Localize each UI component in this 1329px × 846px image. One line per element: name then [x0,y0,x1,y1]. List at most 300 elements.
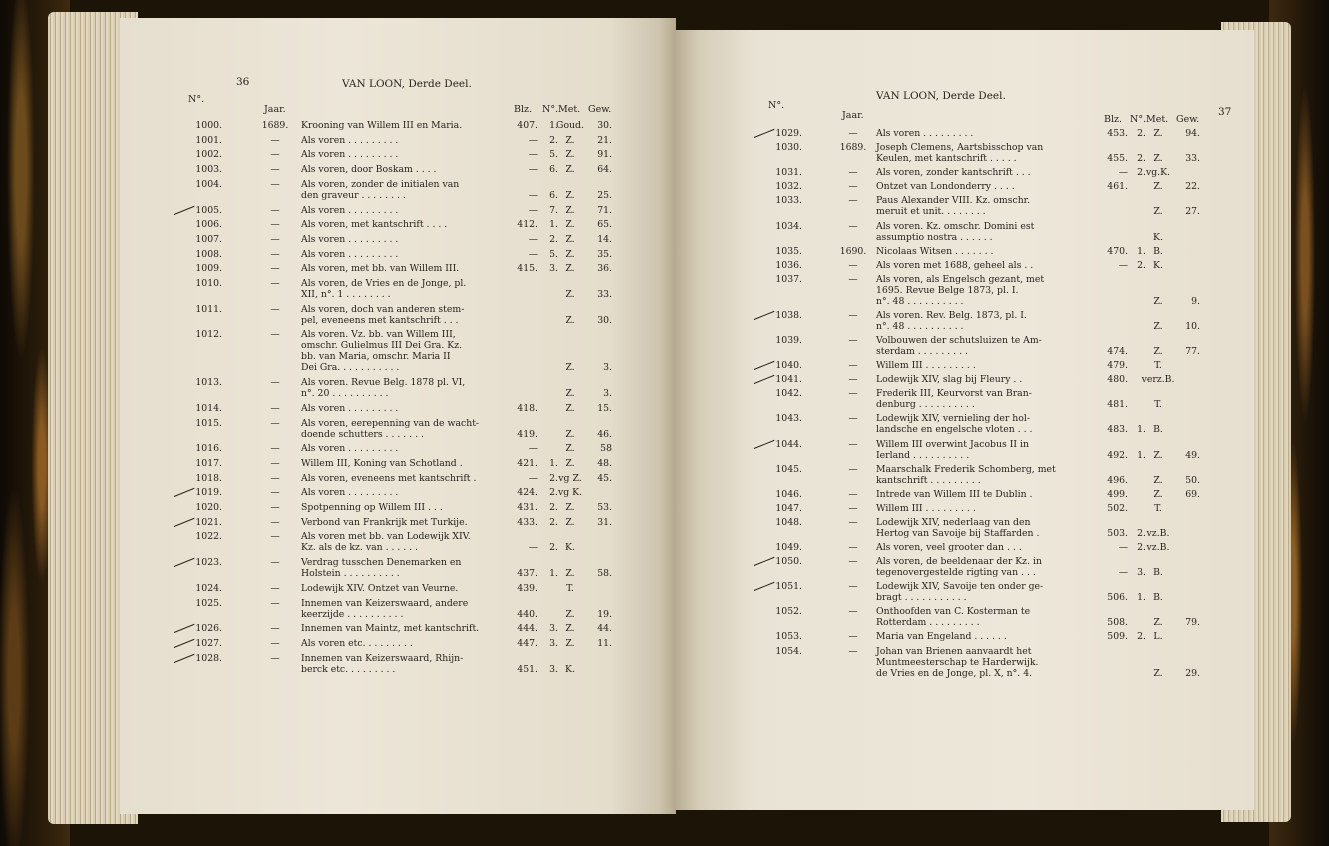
entry-year: — [270,472,280,484]
entry-metal: Z. [1153,320,1163,332]
entry-description: Lodewijk XIV. Ontzet van Veurne. [301,582,459,594]
entry-year: — [270,149,280,161]
catalog-entry [676,439,1254,461]
entry-metal: K. [565,542,575,554]
entry-year: — [848,374,858,386]
entry-plate-number: 1. [549,120,558,131]
entry-description: Als voren . . . . . . . . . [301,134,399,146]
entry-plate-number: 1. [1137,424,1146,436]
entry-description: Als voren . . . . . . . . . [301,443,399,455]
entry-metal: T. [1154,360,1162,372]
catalog-entry [120,164,676,175]
entry-description: Joseph Clemens, Aartsbisschop van Keulen, met kantschrift . . . . . [876,142,1044,165]
catalog-entry [120,120,676,131]
entry-metal: vg K. [557,487,583,499]
entry-page: 455. [1107,153,1128,165]
running-title-left: VAN LOON, Derde Deel. [342,78,472,90]
entry-page: — [528,134,538,146]
entry-description: Lodewijk XIV, Savoije ten onder ge- bragt . . . . . . . . . . . [876,581,1044,604]
entry-year: — [270,557,280,569]
catalog-entry [120,263,676,274]
entry-year: — [270,204,280,216]
entry-page: 412. [517,219,538,231]
entry-year: — [270,402,280,414]
entry-number: 1003. [195,164,222,176]
entry-description: Als voren . . . . . . . . . [301,248,399,260]
entry-weight: 3. [603,388,612,400]
entry-metal: L. [1153,631,1163,643]
entry-year: — [270,487,280,499]
entry-number: 1050. [775,556,802,568]
entry-number: 1054. [775,645,802,657]
entry-weight: 31. [597,516,612,528]
entry-page: 433. [517,516,538,528]
entry-description: Als voren, zonder kantschrift . . . [876,167,1031,179]
catalog-entry [120,418,676,440]
entry-year: — [848,606,858,618]
entry-metal: Z. [1153,474,1163,486]
entry-description: Nicolaas Witsen . . . . . . . [876,245,994,257]
entry-description: Innemen van Keizerswaard, Rhijn- berck etc. . . . . . . . . [301,652,464,675]
catalog-entry [676,606,1254,628]
entry-metal: K. [565,663,575,675]
entry-description: Verdrag tusschen Denemarken en Holstein . . . . . . . . . . [301,557,462,580]
entry-weight: 15. [597,402,612,414]
entry-metal: Z. [565,314,575,326]
entry-weight: 50. [1185,474,1200,486]
entry-metal: Z. [1153,295,1163,307]
entry-description: Als voren etc. . . . . . . . . [301,637,413,649]
entry-description: Lodewijk XIV, slag bij Fleury . . [876,374,1023,386]
entry-description: Innemen van Maintz, met kantschrift. [301,623,480,635]
entry-metal: Z. [565,248,575,260]
entry-number: 1006. [195,219,222,231]
entry-metal: Z. [565,134,575,146]
entry-description: Lodewijk XIV, vernieling der hol- landsche en engelsche vloten . . . [876,413,1033,436]
catalog-entry [120,638,676,649]
entry-plate-number: 5. [549,248,558,260]
entry-metal: Z. [565,289,575,300]
entry-weight: 44. [597,623,612,635]
entry-plate-number: 1. [549,457,558,469]
entry-metal: Z. [565,568,575,580]
entry-number: 1051. [775,581,802,593]
entry-year: — [270,263,280,275]
entry-plate-number: 3. [549,663,558,675]
entry-year: — [848,309,858,321]
entry-metal: vg Z. [558,472,582,484]
entry-metal: Z. [565,457,575,469]
catalog-entry [120,304,676,326]
entry-metal: Z. [565,428,575,440]
entry-description: Als voren, als Engelsch gezant, met 1695. Revue Belge 1873, pl. I. n°. 48 . . . . . . . . . . [876,273,1045,307]
catalog-entry [676,246,1254,257]
entry-year: — [270,377,280,389]
entry-year: — [270,652,280,664]
entry-weight: 91. [597,149,612,161]
entry-plate-number: 2. [1137,542,1146,553]
entry-weight: 69. [1185,488,1200,500]
left-page [120,18,676,814]
entry-description: Als voren . . . . . . . . . [301,487,399,499]
entry-page: — [528,248,538,260]
entry-year: — [848,259,858,271]
col-header-gew: Gew. [588,104,612,115]
catalog-entry [676,142,1254,164]
col-header-n: N°. [542,104,559,115]
entry-number: 1012. [195,329,222,341]
catalog-entry [676,181,1254,192]
entry-weight: 53. [597,502,612,513]
entry-metal: Z. [565,623,575,635]
entry-year: — [848,360,858,372]
entry-metal: T. [1154,502,1162,514]
entry-number: 1052. [775,606,802,618]
entry-metal: Z. [565,637,575,649]
col-header-blz: Blz. [1104,114,1123,125]
entry-description: Volbouwen der schutsluizen te Am- sterdam . . . . . . . . . [876,335,1042,357]
entry-number: 1041. [775,374,802,386]
entry-number: 1011. [195,303,222,315]
entry-page: 453. [1107,128,1128,139]
entry-plate-number: 2. [1137,128,1146,139]
entry-number: 1038. [775,309,802,321]
entry-page: 419. [517,428,538,440]
catalog-entry [120,458,676,469]
entry-page: 502. [1107,502,1128,514]
entry-year: — [270,443,280,455]
entry-description: Als voren, eveneens met kantschrift . [301,472,477,484]
entry-year: — [848,516,858,528]
entry-metal: Z. [565,149,575,161]
catalog-entry [120,234,676,245]
entry-number: 1021. [195,516,222,528]
entry-year: — [270,233,280,245]
entry-description: Als voren, met kantschrift . . . . [301,219,448,231]
entry-number: 1016. [195,443,222,455]
entry-plate-number: 2. [1137,527,1146,539]
entry-description: Maarschalk Frederik Schomberg, met kantschrift . . . . . . . . . [876,463,1056,486]
entry-year: 1689. [839,142,867,154]
catalog-entry [676,310,1254,332]
entry-weight: 21. [597,134,612,146]
entry-number: 1039. [775,335,802,346]
entry-page: 499. [1107,488,1128,500]
entry-year: — [270,219,280,231]
entry-plate-number: 3. [549,623,558,635]
entry-description: Als voren, zonder de initialen van den graveur . . . . . . . . [301,178,460,201]
entry-number: 1035. [775,245,802,257]
entry-weight: 33. [1185,153,1200,165]
entry-weight: 30. [597,120,612,131]
entry-metal: Z. [565,388,575,400]
entry-plate-number: 2. [1137,153,1146,165]
catalog-entry [676,464,1254,486]
entry-plate-number: 2. [549,472,558,484]
catalog-entry [120,443,676,454]
entry-page: 496. [1107,474,1128,486]
entry-description: Als voren . . . . . . . . . [301,233,399,245]
entry-metal: Z. [565,362,575,374]
entry-number: 1022. [195,531,222,543]
entry-page: — [1118,542,1128,553]
catalog-entry [120,473,676,484]
entry-weight: 79. [1185,617,1200,629]
catalog-entry [120,149,676,160]
entry-number: 1032. [775,181,802,193]
entry-description: Als voren . . . . . . . . . [301,149,399,161]
entry-year: — [848,388,858,400]
entry-plate-number: 3. [1137,567,1146,579]
entry-number: 1030. [775,142,802,154]
entry-year: — [848,631,858,643]
entry-year: — [848,128,858,139]
entry-number: 1009. [195,263,222,275]
entry-description: Als voren, eerepenning van de wacht- doende schutters . . . . . . . [301,417,480,440]
entry-metal: K. [1153,231,1163,243]
entry-number: 1025. [195,597,222,609]
entry-page: 474. [1107,346,1128,357]
entry-number: 1001. [195,134,222,146]
catalog-entry [120,517,676,528]
entry-year: — [270,178,280,190]
entry-metal: Z. [565,443,575,455]
catalog-entry [676,274,1254,307]
entry-description: Willem III . . . . . . . . . [876,360,976,372]
entry-weight: 33. [597,289,612,300]
catalog-entry [676,260,1254,271]
catalog-entry [120,653,676,675]
catalog-entry [676,581,1254,603]
entry-weight: 3. [603,362,612,374]
entry-page: 479. [1107,360,1128,372]
entry-page: 421. [517,457,538,469]
entry-description: Als voren . . . . . . . . . [301,204,399,216]
entry-weight: 48. [597,457,612,469]
entry-plate-number: 1. [549,219,558,231]
entry-page: 470. [1107,245,1128,257]
entry-plate-number: 6. [549,164,558,176]
entry-number: 1034. [775,220,802,232]
entry-number: 1053. [775,631,802,643]
entry-metal: Z. [565,608,575,620]
col-header-no: N°. [188,94,205,105]
col-header-year: Jaar. [842,110,864,121]
entry-description: Johan van Brienen aanvaardt het Muntmeesterschap te Harderwijk. de Vries en de Jonge, pl. X, n°. 4. [876,645,1039,679]
entry-number: 1042. [775,388,802,400]
entry-page: 508. [1107,617,1128,629]
entry-number: 1036. [775,259,802,271]
catalog-entry [676,517,1254,539]
entry-year: — [848,181,858,193]
entry-description: Willem III overwint Jacobus II in Ierland . . . . . . . . . . [876,438,1029,461]
entry-page: — [528,149,538,161]
entry-page: 407. [517,120,538,131]
entry-description: Innemen van Keizerswaard, andere keerzijde . . . . . . . . . . [301,597,469,620]
entry-plate-number: 1. [1137,449,1146,461]
entry-description: Maria van Engeland . . . . . . [876,631,1007,643]
entry-number: 1004. [195,178,222,190]
page-number-right: 37 [1218,106,1232,118]
entry-plate-number: 3. [549,263,558,275]
entry-weight: 22. [1185,181,1200,193]
entry-number: 1024. [195,582,222,594]
entry-plate-number: 2. [549,233,558,245]
catalog-entry [676,503,1254,514]
entry-metal: B. [1153,567,1163,579]
catalog-entry [120,487,676,498]
entry-description: Als voren met bb. van Lodewijk XIV. Kz. als de kz. van . . . . . . [301,531,471,554]
col-header-n: N°. [1130,114,1147,125]
entry-metal: Z. [1153,617,1163,629]
entry-weight: 77. [1185,346,1200,357]
entry-metal: B. [1153,592,1163,604]
entry-year: — [848,167,858,179]
catalog-entry [676,631,1254,642]
entry-year: — [848,502,858,514]
entry-page: — [1118,167,1128,179]
entry-year: — [848,273,858,285]
entry-page: 439. [517,582,538,594]
entry-number: 1047. [775,502,802,514]
entry-metal: Z. [1153,206,1163,218]
catalog-entry [676,556,1254,578]
entry-year: — [848,438,858,450]
entry-year: — [270,417,280,429]
entry-metal: Z. [565,204,575,216]
catalog-entry [120,557,676,579]
entry-page: 483. [1107,424,1128,436]
entry-year: — [270,502,280,513]
entry-description: Lodewijk XIV, nederlaag van den Hertog van Savoije bij Staffarden . [876,516,1040,539]
entry-description: Krooning van Willem III en Maria. [301,120,463,131]
entry-year: — [848,195,858,207]
entry-weight: 58. [597,568,612,580]
entry-page: 418. [517,402,538,414]
entry-number: 1015. [195,417,222,429]
col-header-met: Met. [1146,114,1169,125]
entry-description: Willem III, Koning van Schotland . [301,457,463,469]
entry-page: — [1118,259,1128,271]
entry-plate-number: 2. [549,502,558,513]
catalog-entry [120,403,676,414]
entry-plate-number: 2. [549,542,558,554]
catalog-entry [120,179,676,201]
entry-page: 444. [517,623,538,635]
entry-metal: Z. [1153,449,1163,461]
running-title-right: VAN LOON, Derde Deel. [876,90,1006,102]
entry-weight: 10. [1185,320,1200,332]
entry-number: 1023. [195,557,222,569]
entry-page: 492. [1107,449,1128,461]
catalog-entry [120,135,676,146]
entry-description: Spotpenning op Willem III . . . [301,502,443,513]
entry-description: Verbond van Frankrijk met Turkije. [301,516,468,528]
catalog-entry [120,623,676,634]
entry-number: 1031. [775,167,802,179]
entry-year: — [848,556,858,568]
entry-number: 1044. [775,438,802,450]
catalog-entry [120,329,676,373]
entry-year: — [270,278,280,289]
entry-plate-number: 5. [549,149,558,161]
entry-number: 1027. [195,637,222,649]
entry-page: 437. [517,568,538,580]
entry-weight: 19. [597,608,612,620]
entry-page: 415. [517,263,538,275]
entry-metal: Z. [565,502,575,513]
entry-number: 1002. [195,149,222,161]
entry-weight: 58 [600,443,612,455]
entry-metal: Z. [1153,667,1163,679]
entry-year: — [270,329,280,341]
entry-plate-number: 7. [549,204,558,216]
entry-number: 1048. [775,516,802,528]
col-header-year: Jaar. [264,104,286,115]
entry-year: — [848,488,858,500]
entry-page: — [1118,567,1128,579]
entry-year: — [848,413,858,425]
entry-metal: B. [1153,424,1163,436]
entry-page: — [528,164,538,176]
entry-description: Als voren. Kz. omschr. Domini est assumptio nostra . . . . . . [876,220,1035,243]
catalog-entry [120,249,676,260]
entry-page: — [528,542,538,554]
entry-page: 431. [517,502,538,513]
entry-plate-number: 1. [549,568,558,580]
catalog-entry [676,388,1254,410]
entry-metal: Z. [565,164,575,176]
entry-number: 1020. [195,502,222,513]
entry-description: Ontzet van Londonderry . . . . [876,181,1015,193]
entry-description: Paus Alexander VIII. Kz. omschr. meruit et unit. . . . . . . . [876,195,1031,218]
entry-description: Als voren met 1688, geheel als . . [876,259,1034,271]
entry-page: — [528,233,538,245]
entry-description: Frederik III, Keurvorst van Bran- denburg . . . . . . . . . . [876,388,1032,411]
entry-weight: 64. [597,164,612,176]
entry-number: 1029. [775,128,802,139]
catalog-entry [676,221,1254,243]
entry-weight: 29. [1185,667,1200,679]
entry-plate-number: 1. [1137,245,1146,257]
entry-year: — [848,220,858,232]
catalog-entry [676,646,1254,679]
entry-description: Als voren . . . . . . . . . [876,128,974,139]
entry-number: 1045. [775,463,802,475]
entry-number: 1028. [195,652,222,664]
entry-weight: 71. [597,204,612,216]
entry-description: Als voren. Rev. Belg. 1873, pl. I. n°. 48 . . . . . . . . . . [876,309,1027,332]
entry-weight: 11. [597,637,612,649]
entry-number: 1017. [195,457,222,469]
entry-number: 1019. [195,487,222,499]
right-page [676,30,1254,810]
catalog-entry [120,583,676,594]
entry-metal: T. [1154,399,1162,411]
entry-plate-number: 6. [549,189,558,201]
entry-number: 1040. [775,360,802,372]
entry-plate-number: 2. [549,134,558,146]
entry-number: 1046. [775,488,802,500]
entry-page: 503. [1107,527,1128,539]
entry-metal: Z. [565,402,575,414]
catalog-entry [120,278,676,300]
entry-page: 481. [1107,399,1128,411]
entry-year: — [270,164,280,176]
entry-weight: 9. [1191,295,1200,307]
entry-number: 1005. [195,204,222,216]
entry-number: 1014. [195,402,222,414]
